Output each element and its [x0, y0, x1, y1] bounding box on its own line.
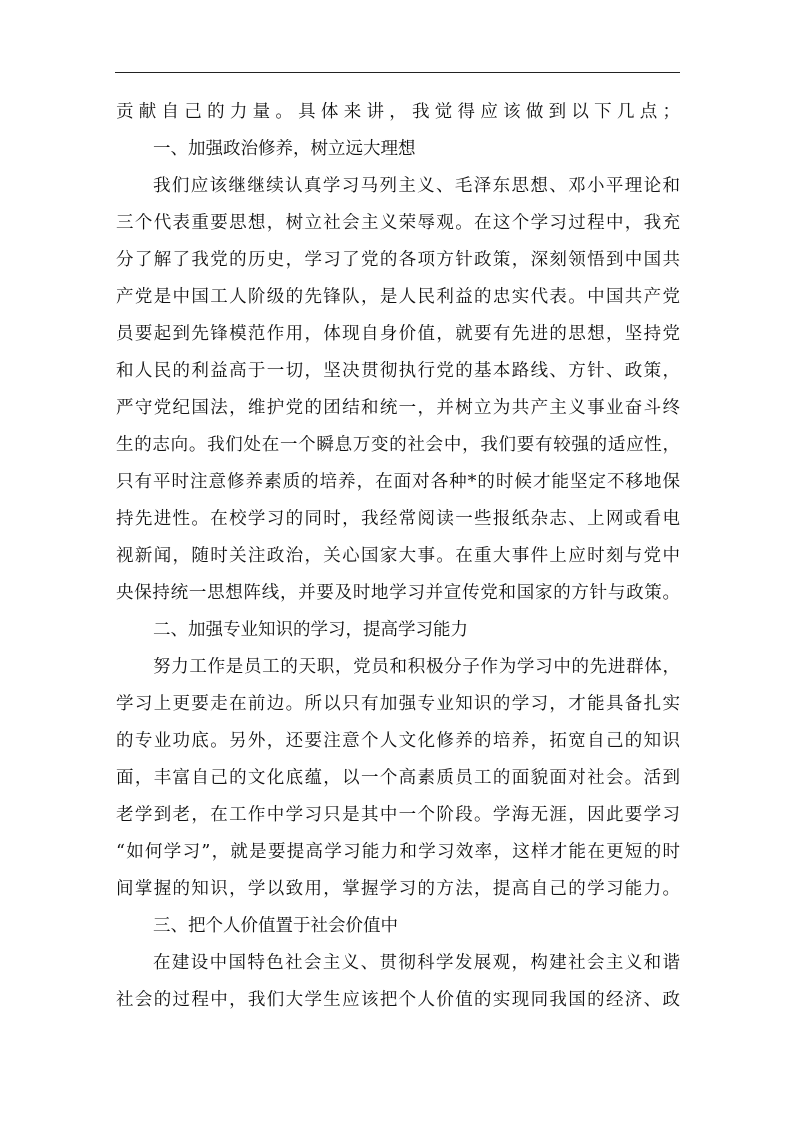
text-line: 老学到老，在工作中学习只是其中一个阶段。学海无涯，因此要学习 — [116, 805, 680, 825]
text-line: 视新闻，随时关注政治，关心国家大事。在重大事件上应时刻与党中 — [116, 546, 680, 566]
text-line: 只有平时注意修养素质的培养，在面对各种*的时候才能坚定不移地保 — [116, 472, 680, 492]
text-line: 社会的过程中，我们大学生应该把个人价值的实现同我国的经济、政 — [116, 990, 680, 1010]
section-heading-3: 三、把个人价值置于社会价值中 — [153, 916, 398, 936]
document-body — [116, 94, 680, 1019]
text-line: 贡献自己的力量。具体来讲，我觉得应该做到以下几点； — [116, 102, 680, 122]
text-line: 和人民的利益高于一切，坚决贯彻执行党的基本路线、方针、政策， — [116, 361, 680, 381]
text-line: 间掌握的知识，学以致用，掌握学习的方法，提高自己的学习能力。 — [116, 879, 680, 899]
text-line: 员要起到先锋模范作用，体现自身价值，就要有先进的思想，坚持党 — [116, 324, 680, 344]
text-line: 努力工作是员工的天职，党员和积极分子作为学习中的先进群体， — [153, 657, 680, 677]
text-line: 面，丰富自己的文化底蕴，以一个高素质员工的面貌面对社会。活到 — [116, 768, 680, 788]
section-heading-2: 二、加强专业知识的学习，提高学习能力 — [153, 620, 468, 640]
section-heading-1: 一、加强政治修养，树立远大理想 — [153, 139, 416, 159]
text-line: 在建设中国特色社会主义、贯彻科学发展观，构建社会主义和谐 — [153, 953, 680, 973]
text-line: 的专业功底。另外，还要注意个人文化修养的培养，拓宽自己的知识 — [116, 731, 680, 751]
text-line: 持先进性。在校学习的同时，我经常阅读一些报纸杂志、上网或看电 — [116, 509, 680, 529]
text-line: 学习上更要走在前边。所以只有加强专业知识的学习，才能具备扎实 — [116, 694, 680, 714]
text-line: 生的志向。我们处在一个瞬息万变的社会中，我们要有较强的适应性， — [116, 435, 680, 455]
text-line: 三个代表重要思想，树立社会主义荣辱观。在这个学习过程中，我充 — [116, 213, 680, 233]
text-line: 我们应该继继续认真学习马列主义、毛泽东思想、邓小平理论和 — [153, 176, 680, 196]
text-line: 严守党纪国法，维护党的团结和统一，并树立为共产主义事业奋斗终 — [116, 398, 680, 418]
text-line: 央保持统一思想阵线，并要及时地学习并宣传党和国家的方针与政策。 — [116, 583, 680, 603]
header-rule — [115, 72, 680, 73]
text-line: 产党是中国工人阶级的先锋队，是人民利益的忠实代表。中国共产党 — [116, 287, 680, 307]
text-line: “如何学习”，就是要提高学习能力和学习效率，这样才能在更短的时 — [116, 842, 680, 862]
text-line: 分了解了我党的历史，学习了党的各项方针政策，深刻领悟到中国共 — [116, 250, 680, 270]
